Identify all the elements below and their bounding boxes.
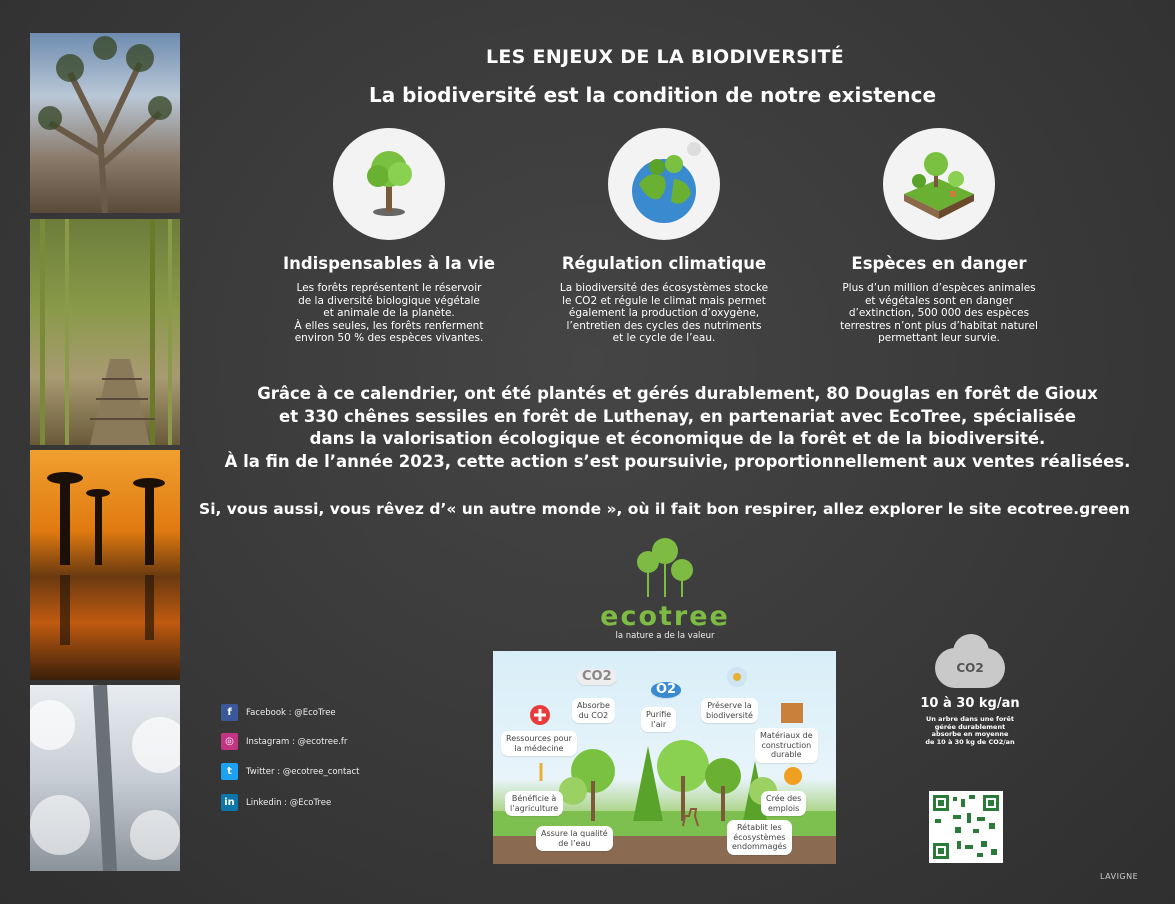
social-label: Linkedin : @EcoTree bbox=[246, 797, 332, 808]
bubble-ecosystems: Rétablit les écosystèmes endommagés bbox=[727, 820, 792, 855]
call-to-action: Si, vous aussi, vous rêvez d’« un autre monde », où il fait bon respirer, allez explorer le site ecotree.green bbox=[199, 500, 1130, 518]
photo-snowy-forest bbox=[30, 685, 180, 871]
ecotree-trees-icon bbox=[630, 537, 700, 599]
bubble-agriculture: Bénéficie à l’agriculture bbox=[505, 791, 563, 816]
cloud-label: CO2 bbox=[956, 661, 984, 675]
twitter-icon: t bbox=[221, 763, 238, 780]
bubble-purifies-air: Purifie l’air bbox=[641, 707, 676, 732]
page-subtitle: La biodiversité est la condition de notre existence bbox=[368, 83, 937, 107]
co2-value: 10 à 30 kg/an bbox=[920, 696, 1020, 711]
instagram-icon: ◎ bbox=[221, 733, 238, 750]
bubble-biodiversity: Préserve la biodiversité bbox=[701, 698, 758, 723]
cloud-icon bbox=[935, 648, 1005, 688]
ecotree-logo bbox=[600, 537, 730, 641]
social-facebook[interactable] bbox=[221, 704, 336, 721]
column-title-life: Indispensables à la vie bbox=[282, 254, 496, 273]
bubble-medicine: Ressources pour la médecine bbox=[501, 731, 577, 756]
logo-name: ecotree bbox=[600, 601, 730, 632]
column-text-climate: La biodiversité des écosystèmes stocke le CO2 et régule le climat mais permet également la production d’oxygène, l’entretien des cycles des nutriments et le cycle de l’eau. bbox=[559, 282, 769, 345]
designer-credit: LAVIGNE bbox=[1100, 872, 1139, 881]
co2-icon: CO2 bbox=[577, 669, 617, 685]
earth-illustration bbox=[608, 128, 720, 240]
logo-tagline: la nature a de la valeur bbox=[615, 631, 715, 641]
social-label: Instagram : @ecotree.fr bbox=[246, 736, 348, 747]
o2-icon: O2 bbox=[651, 682, 681, 698]
social-linkedin[interactable] bbox=[221, 794, 331, 811]
co2-note: Un arbre dans une forêt gérée durablement absorbe en moyenne de 10 à 30 kg de CO2/an bbox=[925, 715, 1015, 746]
tree-illustration bbox=[333, 128, 445, 240]
forest-benefits-infographic bbox=[493, 651, 836, 864]
social-label: Twitter : @ecotree_contact bbox=[246, 766, 360, 777]
partnership-paragraph: Grâce à ce calendrier, ont été plantés et gérés durablement, 80 Douglas en forêt de Gioux et 330 chênes sessiles en forêt de Luthenay, en partenariat avec EcoTree, spécialisée dans la valorisation écologique et économique de la forêt et de la biodiversité. À la fin de l’année 2023, cette action s’est poursuivie, proportionnellement aux ventes réalisées. bbox=[224, 384, 1131, 471]
bubble-construction: Matériaux de construction durable bbox=[755, 728, 818, 763]
social-label: Facebook : @EcoTree bbox=[246, 707, 336, 718]
species-illustration bbox=[883, 128, 995, 240]
linkedin-icon: in bbox=[221, 794, 238, 811]
column-title-climate: Régulation climatique bbox=[561, 254, 767, 273]
qr-code[interactable] bbox=[929, 791, 1003, 863]
column-text-life: Les forêts représentent le réservoir de la diversité biologique végétale et animale de la planète. À elles seules, les forêts renferment environ 50 % des espèces vivantes. bbox=[294, 282, 484, 345]
social-instagram[interactable] bbox=[221, 733, 347, 750]
social-twitter[interactable] bbox=[221, 763, 360, 780]
photo-baobabs-sunset bbox=[30, 450, 180, 680]
bubble-jobs: Crée des emplois bbox=[761, 791, 806, 816]
page-title: LES ENJEUX DE LA BIODIVERSITÉ bbox=[485, 46, 845, 68]
photo-bamboo-path bbox=[30, 219, 180, 445]
bubble-water-quality: Assure la qualité de l’eau bbox=[536, 826, 613, 851]
facebook-icon: f bbox=[221, 704, 238, 721]
bubble-absorbs-co2: Absorbe du CO2 bbox=[572, 698, 615, 723]
co2-absorption-block bbox=[915, 648, 1025, 746]
column-text-species: Plus d’un million d’espèces animales et végétales sont en danger d’extinction, 500 000 des espèces terrestres n’ont plus d’habitat naturel permettant leur survie. bbox=[840, 282, 1038, 345]
column-title-species: Espèces en danger bbox=[851, 254, 1027, 273]
